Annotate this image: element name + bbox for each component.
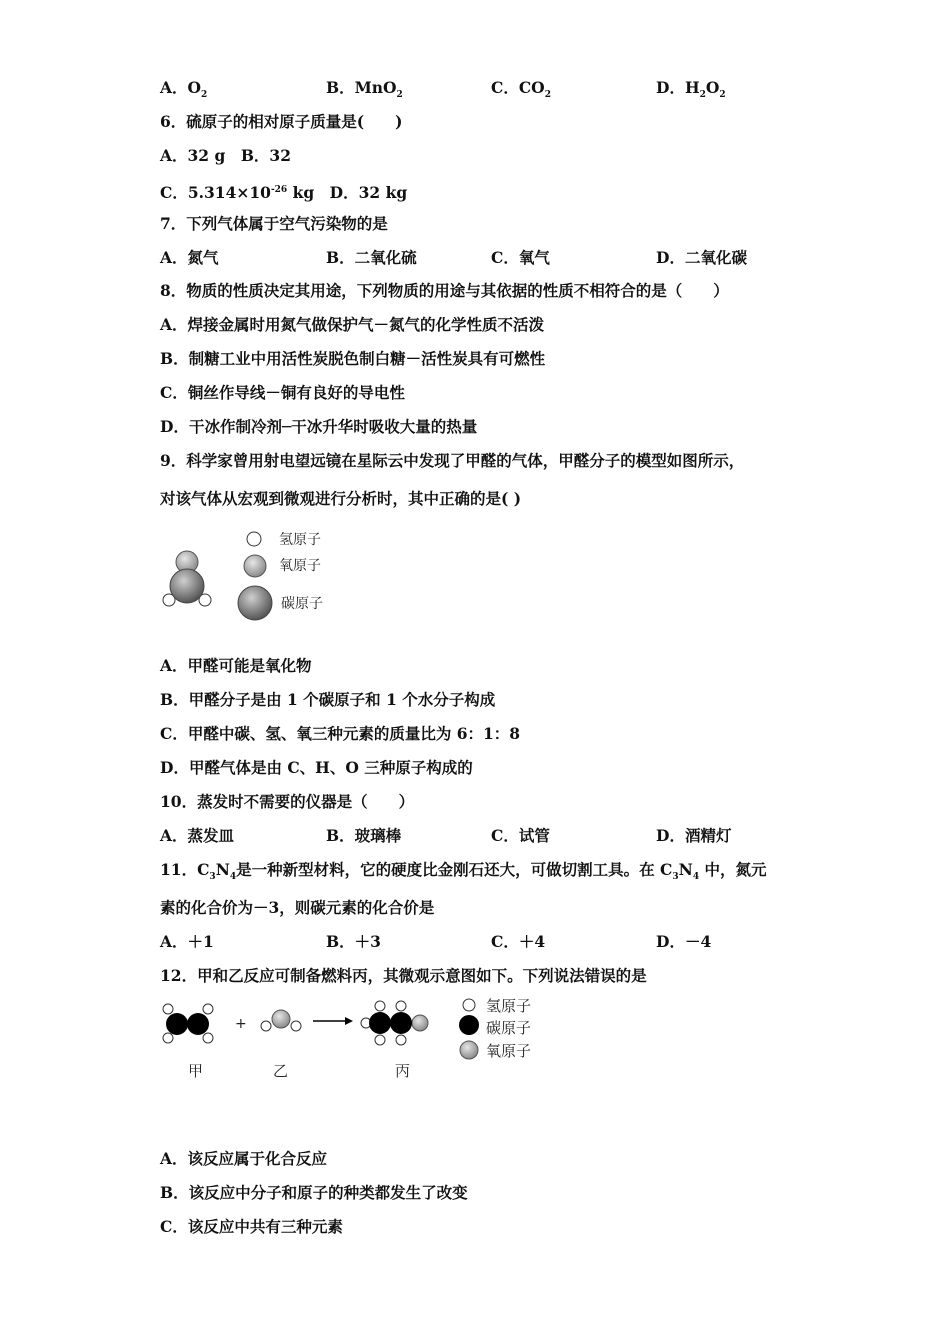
q11-option-b: B．＋3 <box>326 932 381 951</box>
q9-option-b: B．甲醛分子是由 1 个碳原子和 1 个水分子构成 <box>160 690 496 709</box>
legend-carbon-label: 碳原子 <box>281 596 323 612</box>
legend-hydrogen-icon <box>463 999 475 1011</box>
q12-option-a: A．该反应属于化合反应 <box>160 1149 328 1168</box>
q5-option-b: B．MnO$_2$ <box>326 78 403 101</box>
q7-option-b: B．二氧化硫 <box>326 248 417 267</box>
q6-options-row2: C．$5.314\times 10^{-26}$ kg D．32 kg <box>160 183 408 203</box>
q11-option-d: D．－4 <box>656 932 712 951</box>
q8-option-d: D．干冰作制冷剂─干冰升华时吸收大量的热量 <box>160 417 478 436</box>
label-yi: 乙 <box>273 1062 289 1080</box>
molecule-yi <box>261 1010 301 1031</box>
q8-option-b: B．制糖工业中用活性炭脱色制白糖－活性炭具有可燃性 <box>160 349 546 368</box>
q9-stem-line1: 9．科学家曾用射电望远镜在星际云中发现了甲醛的气体，甲醛分子的模型如图所示， <box>160 451 745 470</box>
q11-option-c: C．＋4 <box>491 932 546 951</box>
legend-hydrogen-label: 氢原子 <box>279 532 321 548</box>
q5-option-a: A．$O_2$ <box>160 78 208 101</box>
q10-option-d: D．酒精灯 <box>656 826 732 845</box>
q8-option-a: A．焊接金属时用氮气做保护气－氮气的化学性质不活泼 <box>160 315 545 334</box>
formaldehyde-molecule <box>163 551 211 606</box>
q12-stem: 12．甲和乙反应可制备燃料丙，其微观示意图如下。下列说法错误的是 <box>160 966 647 985</box>
q6-stem: 6．硫原子的相对原子质量是( ) <box>160 112 403 131</box>
legend-hydrogen-label: 氢原子 <box>486 997 532 1015</box>
legend-oxygen-label: 氧原子 <box>486 1042 532 1060</box>
q5-option-d: D．$H_2O_2$ <box>656 78 726 101</box>
q5-option-c: C．$CO_2$ <box>491 78 551 101</box>
reaction-diagram <box>155 995 555 1085</box>
molecule-bing <box>361 1001 428 1045</box>
legend-hydrogen-icon <box>247 532 261 546</box>
carbon-atom <box>170 569 204 603</box>
q12-option-b: B．该反应中分子和原子的种类都发生了改变 <box>160 1183 468 1202</box>
legend-carbon-icon <box>459 1015 479 1035</box>
q9-stem-line2: 对该气体从宏观到微观进行分析时，其中正确的是( ) <box>160 489 522 508</box>
q7-stem: 7．下列气体属于空气污染物的是 <box>160 214 388 233</box>
q12-option-c: C．该反应中共有三种元素 <box>160 1217 343 1236</box>
legend-oxygen-icon <box>244 555 266 577</box>
reaction-arrow <box>313 1017 353 1025</box>
label-jia: 甲 <box>188 1062 204 1080</box>
legend-oxygen-label: 氧原子 <box>279 558 321 574</box>
q11-stem-line2: 素的化合价为－3，则碳元素的化合价是 <box>160 898 435 917</box>
q10-option-c: C．试管 <box>491 826 550 845</box>
legend-oxygen-icon <box>460 1041 478 1059</box>
q9-option-d: D．甲醛气体是由 C、H、O 三种原子构成的 <box>160 758 473 777</box>
q11-stem-line1: 11．$C_3N_4$是一种新型材料，它的硬度比金刚石还大，可做切割工具。在 $C_3N_4$ 中，氮元 <box>160 860 767 883</box>
q8-option-c: C．铜丝作导线－铜有良好的导电性 <box>160 383 405 402</box>
label-bing: 丙 <box>395 1062 411 1080</box>
legend-carbon-label: 碳原子 <box>486 1019 532 1037</box>
q9-option-a: A．甲醛可能是氧化物 <box>160 656 312 675</box>
q7-option-a: A．氮气 <box>160 248 219 267</box>
formaldehyde-model-figure <box>155 522 355 632</box>
legend-carbon-icon <box>238 586 272 620</box>
q6-options-row1: A．32 g B．32 <box>160 146 292 165</box>
q10-option-a: A．蒸发皿 <box>160 826 235 845</box>
q7-option-d: D．二氧化碳 <box>656 248 747 267</box>
q10-stem: 10．蒸发时不需要的仪器是（ ） <box>160 792 415 811</box>
q8-stem: 8．物质的性质决定其用途，下列物质的用途与其依据的性质不相符合的是（ ） <box>160 281 729 300</box>
plus-sign: + <box>235 1016 247 1032</box>
molecule-jia <box>163 1004 213 1043</box>
q11-option-a: A．＋1 <box>160 932 214 951</box>
q10-option-b: B．玻璃棒 <box>326 826 402 845</box>
q9-option-c: C．甲醛中碳、氢、氧三种元素的质量比为 6：1：8 <box>160 724 521 743</box>
q7-option-c: C．氧气 <box>491 248 550 267</box>
